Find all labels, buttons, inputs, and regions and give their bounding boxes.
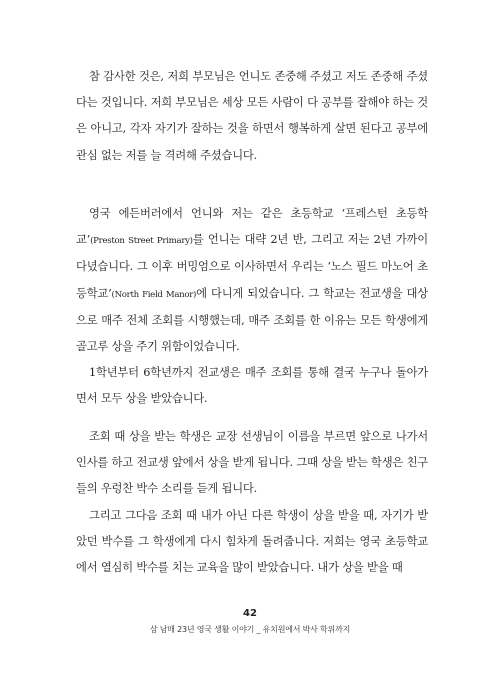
text-block-3 [76, 424, 428, 581]
school-name-english-2: (North Field Manor) [111, 289, 197, 300]
school-name-english-1: (Preston Street Primary) [90, 236, 193, 247]
paragraph-5: 그리고 그다음 조회 때 내가 아닌 다른 학생이 상을 받을 때, 자기가 받았던 박수를 그 학생에게 다시 힘차게 돌려줍니다. 저희는 영국 초등학교에서 열심히 박수를 치는 교육을 많이 받았습니다. 내가 상을 받을 때 [76, 508, 428, 575]
paragraph-1: 참 감사한 것은, 저희 부모님은 언니도 존중해 주셨고 저도 존중해 주셨다는 것입니다. 저희 부모님은 세상 모든 사람이 다 공부를 잘해야 하는 것은 아니고, 각자 자기가 잘하는 것을 하면서 행복하게 살면 된다고 공부에 관심 없는 저를 늘 격려해 주셨습니다. [76, 70, 428, 162]
paragraph-4: 조회 때 상을 받는 학생은 교장 선생님이 이름을 부르면 앞으로 나가서 인사를 하고 전교생 앞에서 상을 받게 됩니다. 그때 상을 받는 학생은 친구들의 우렁찬 박수 소리를 듣게 됩니다. [76, 430, 428, 496]
paragraph-2-part-c: 에 다니게 되었습니다. 그 학교는 전교생을 대상으로 매주 전체 조회를 시행했는데, 매주 조회를 한 이유는 모든 학생에게 골고루 상을 주기 위함이었습니다. [76, 286, 428, 354]
paragraph-2 [76, 201, 428, 360]
paragraph-2-part-b: 를 언니는 대략 2년 반, 그리고 저는 2년 가까이 다녔습니다. 그 이후 버밍엄으로 이사하면서 우리는 ‘노스 필드 마노어 초등학교’ [76, 233, 428, 300]
paragraph-3: 1학년부터 6학년까지 전교생은 매주 조회를 통해 결국 누구나 돌아가면서 모두 상을 받았습니다. [76, 366, 428, 406]
text-block-1 [76, 64, 428, 169]
page-number: 42 [243, 608, 257, 619]
paragraph-2-part-a: 영국 에든버러에서 언니와 저는 같은 초등학교 ‘프레스턴 초등학교’ [76, 207, 428, 247]
text-block-2 [76, 201, 428, 413]
running-title: 삼 남매 23년 영국 생활 이야기 _ 유치원에서 박사 학위까지 [149, 625, 351, 634]
